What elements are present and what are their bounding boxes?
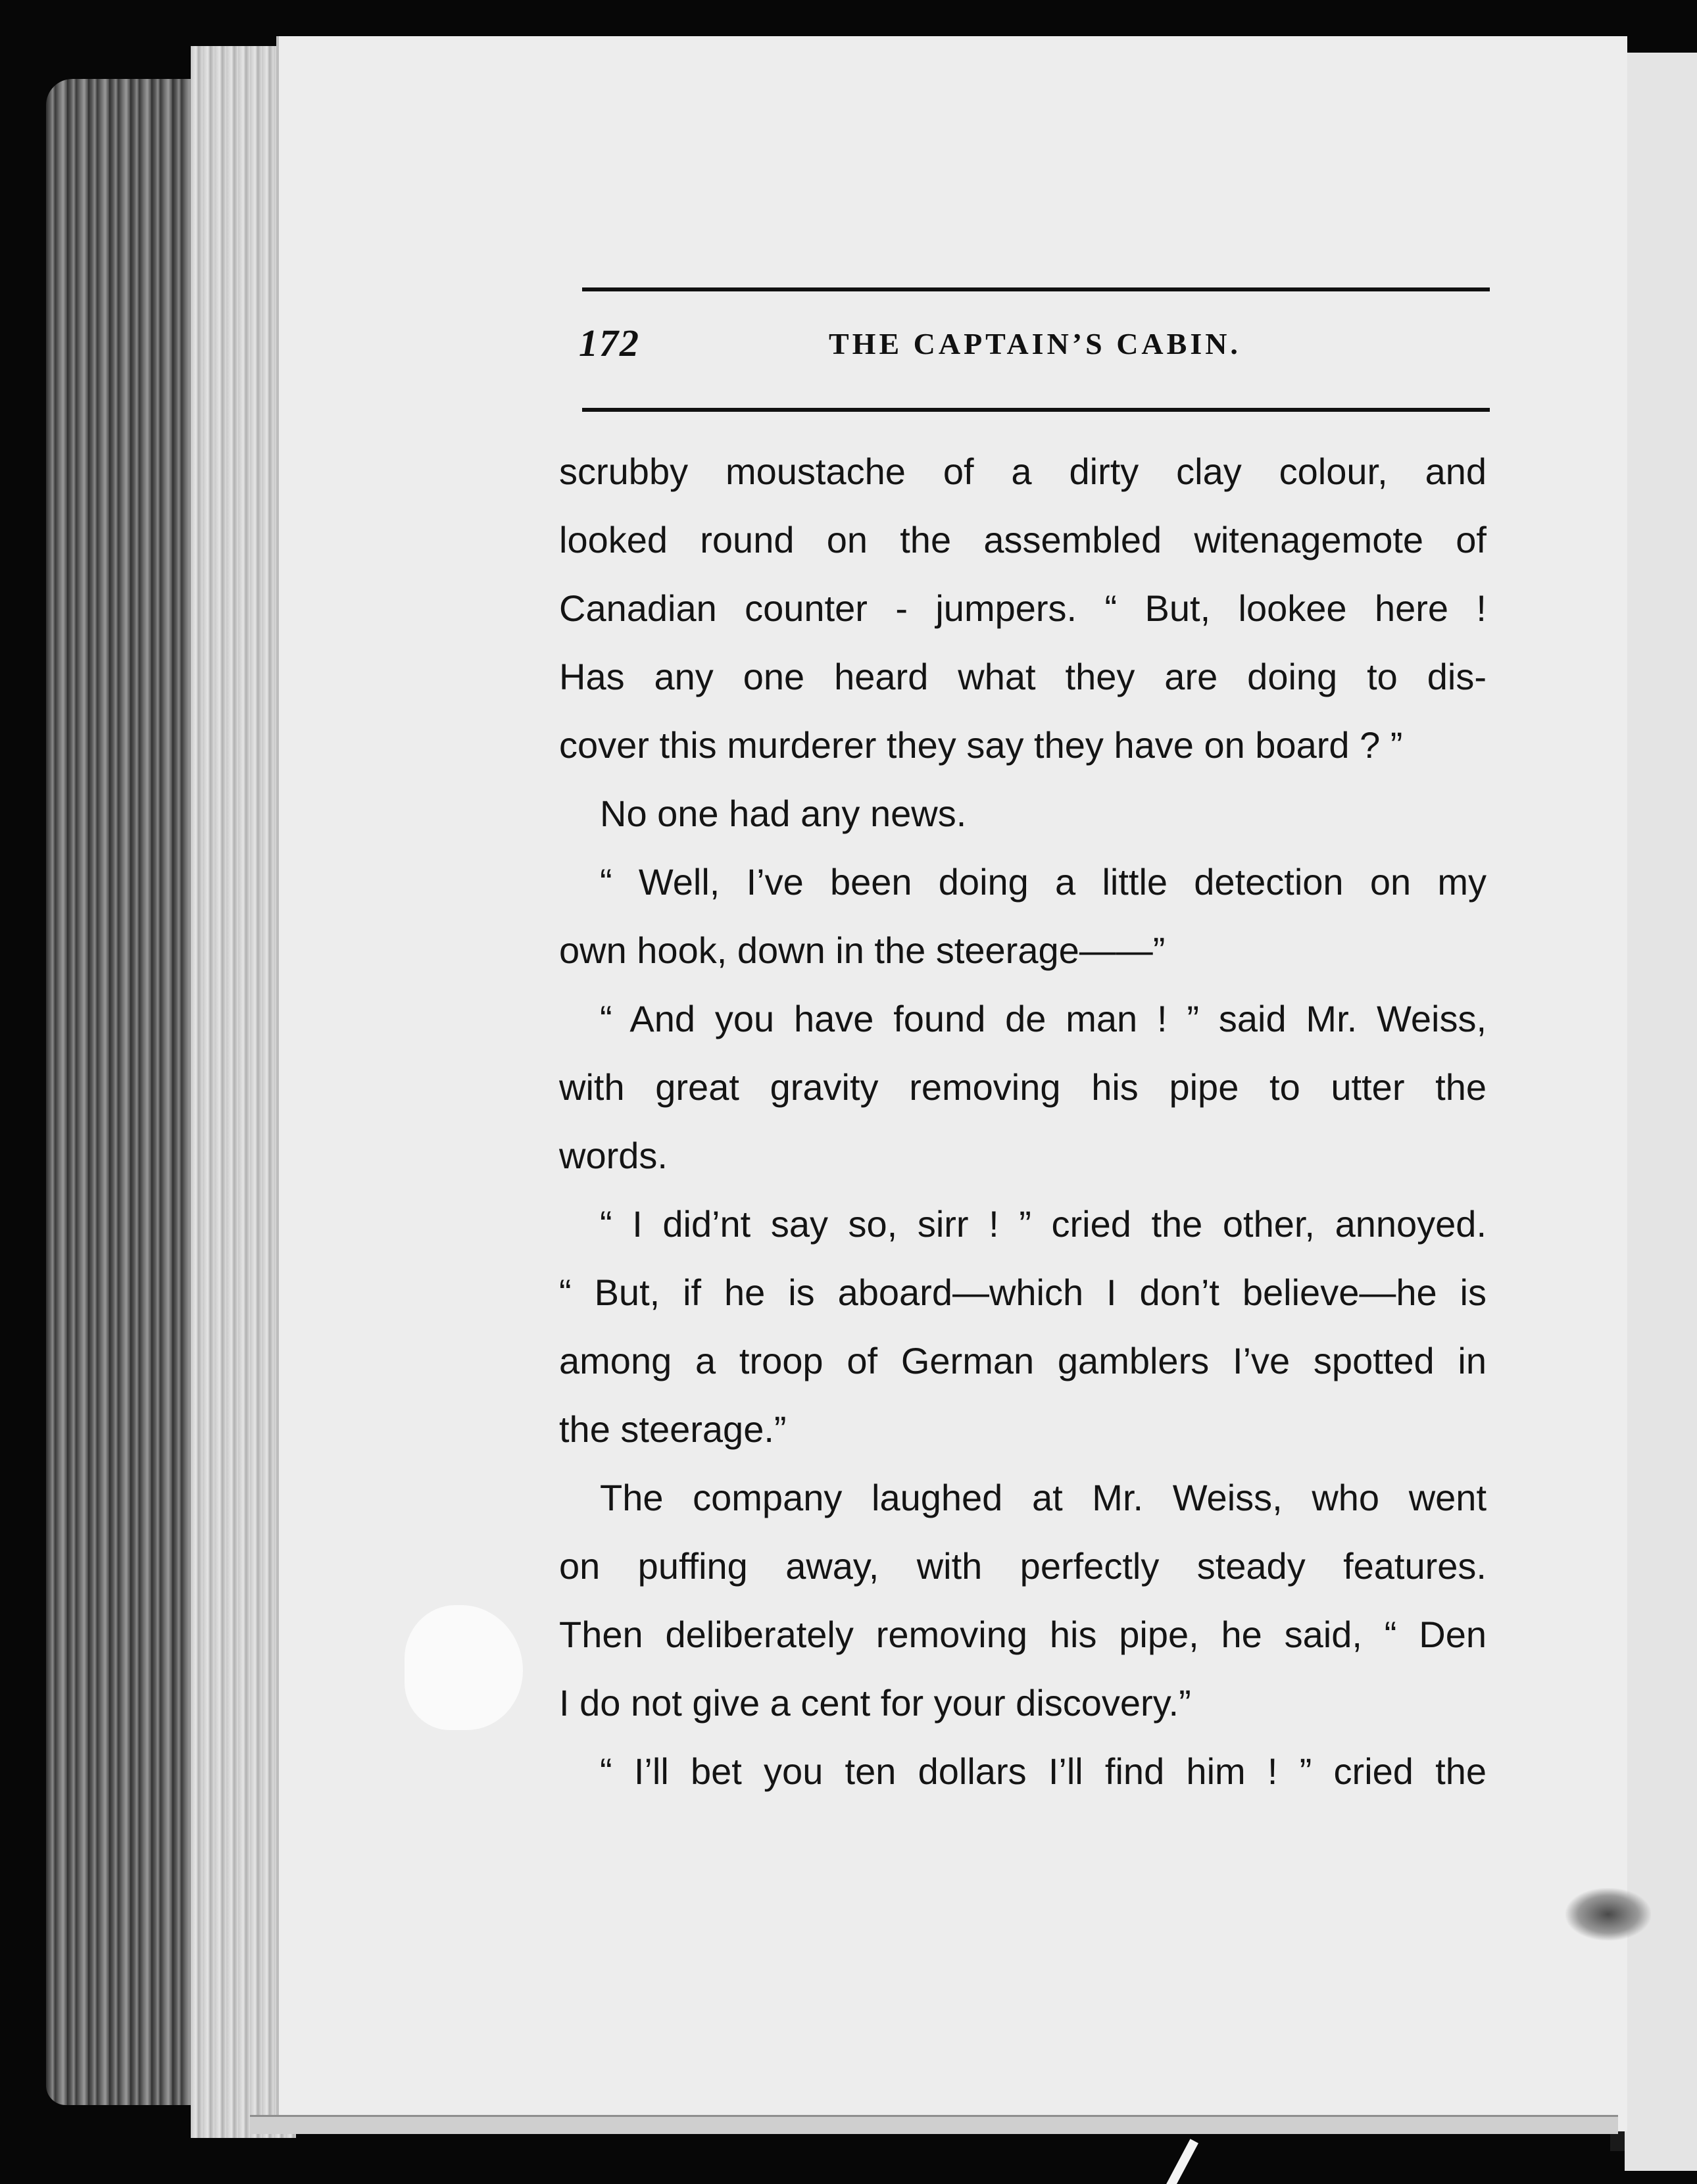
text-line: the steerage.” [559,1408,787,1450]
text-line: words. [559,1135,668,1176]
ink-smudge [1565,1888,1651,1941]
text-line: cover this murderer they say they have on board ? ” [559,724,1403,766]
facing-page-edge [1625,53,1697,2171]
text-line: No one had any news. [600,793,967,834]
running-head: THE CAPTAIN’S CABIN. [829,327,1241,360]
text-line: “ But, if he is aboard—which I don’t believe—he is [559,1272,1487,1313]
text-line: with great gravity removing his pipe to utter the [559,1066,1487,1108]
text-line: scrubby moustache of a dirty clay colour, and [559,451,1487,492]
text-line: “ Well, I’ve been doing a little detection on my [600,861,1487,903]
film-scratch [1166,2139,1198,2184]
text-line: “ I’ll bet you ten dollars I’ll find him ! ” cried the [600,1750,1487,1792]
text-line: among a troop of German gamblers I’ve spotted in [559,1340,1487,1381]
text-line: own hook, down in the steerage——” [559,930,1166,971]
text-line: Then deliberately removing his pipe, he said, “ Den [559,1614,1487,1655]
text-line: “ I did’nt say so, sirr ! ” cried the other, annoyed. [600,1203,1487,1245]
text-line: The company laughed at Mr. Weiss, who went [600,1477,1487,1518]
text-line: on puffing away, with perfectly steady features. [559,1545,1487,1587]
text-line: looked round on the assembled witenagemote of [559,519,1487,560]
text-line: “ And you have found de man ! ” said Mr. Weiss, [600,998,1487,1039]
text-line: Canadian counter - jumpers. “ But, lookee here ! [559,587,1487,629]
text-line: I do not give a cent for your discovery.” [559,1682,1191,1724]
page-number: 172 [579,322,640,364]
header-top-rule [582,287,1490,291]
page-bottom-edge [250,2115,1618,2134]
text-line: Has any one heard what they are doing to dis- [559,656,1487,697]
header-bottom-rule [582,408,1490,412]
body-text [559,437,1487,1806]
page-header [579,314,1493,380]
